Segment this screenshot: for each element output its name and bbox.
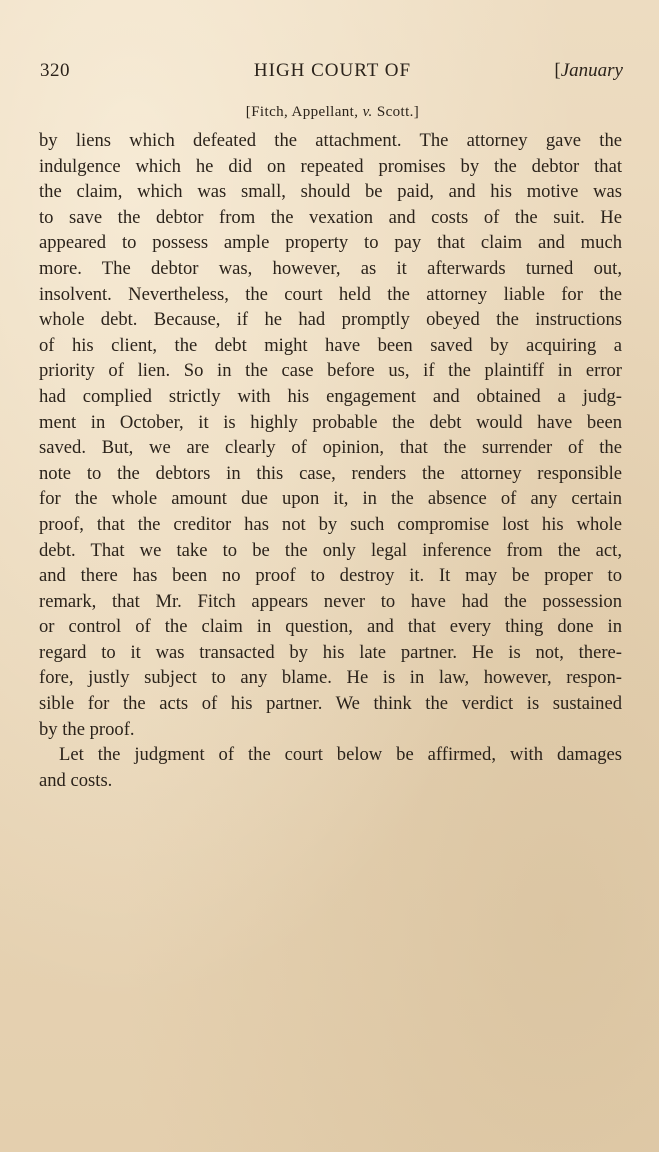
running-head-month: [554, 60, 623, 82]
text-line: regard to it was transacted by his late partner. He is not, there-: [39, 641, 622, 663]
case-title-versus: v.: [362, 104, 373, 120]
text-line: of his client, the debt might have been saved by acquiring a: [39, 334, 622, 356]
month-bracket: [: [554, 60, 561, 81]
text-line: fore, justly subject to any blame. He is in law, however, respon-: [39, 667, 622, 689]
text-line: Let the judgment of the court below be affirmed, with damages: [59, 744, 622, 766]
case-title-prefix: [Fitch, Appellant,: [245, 104, 363, 120]
text-line: proof, that the creditor has not by such compromise lost his whole: [39, 513, 622, 535]
page-header: [40, 60, 625, 86]
case-title-suffix: Scott.]: [372, 104, 420, 120]
text-line: had complied strictly with his engagement and obtained a judg-: [39, 385, 622, 407]
text-line: whole debt. Because, if he had promptly obeyed the instructions: [39, 309, 622, 331]
text-line: ment in October, it is highly probable the debt would have been: [39, 411, 622, 433]
text-line: by liens which defeated the attachment. The attorney gave the: [39, 130, 622, 151]
paragraph-1: [39, 128, 622, 742]
text-line: priority of lien. So in the case before us, if the plaintiff in error: [39, 360, 622, 382]
running-head: HIGH COURT OF: [253, 60, 412, 81]
text-line: saved. But, we are clearly of opinion, that the surrender of the: [39, 437, 622, 459]
text-line: more. The debtor was, however, as it afterwards turned out,: [39, 257, 622, 279]
text-line: debt. That we take to be the only legal inference from the act,: [39, 539, 622, 561]
case-title: [40, 104, 625, 121]
paragraph-2: [39, 742, 622, 793]
text-line: remark, that Mr. Fitch appears never to have had the possession: [39, 590, 622, 612]
text-line: to save the debtor from the vexation and costs of the suit. He: [39, 206, 622, 228]
text-line: sible for the acts of his partner. We think the verdict is sustained: [39, 693, 622, 715]
text-line: appeared to possess ample property to pay that claim and much: [39, 232, 622, 254]
text-line: indulgence which he did on repeated promises by the debtor that: [39, 155, 622, 177]
text-line: or control of the claim in question, and that every thing done in: [39, 616, 622, 638]
text-line: by the proof.: [39, 718, 135, 740]
text-line: for the whole amount due upon it, in the absence of any certain: [39, 488, 622, 510]
text-line: and costs.: [39, 769, 113, 791]
page-number: 320: [40, 60, 70, 81]
text-line: and there has been no proof to destroy it. It may be proper to: [39, 565, 622, 587]
text-line: note to the debtors in this case, renders the attorney responsible: [39, 462, 622, 484]
text-line: the claim, which was small, should be paid, and his motive was: [39, 181, 622, 203]
opinion-text: [39, 128, 622, 793]
text-line: insolvent. Nevertheless, the court held the attorney liable for the: [39, 283, 622, 305]
month-text: January: [560, 60, 623, 81]
